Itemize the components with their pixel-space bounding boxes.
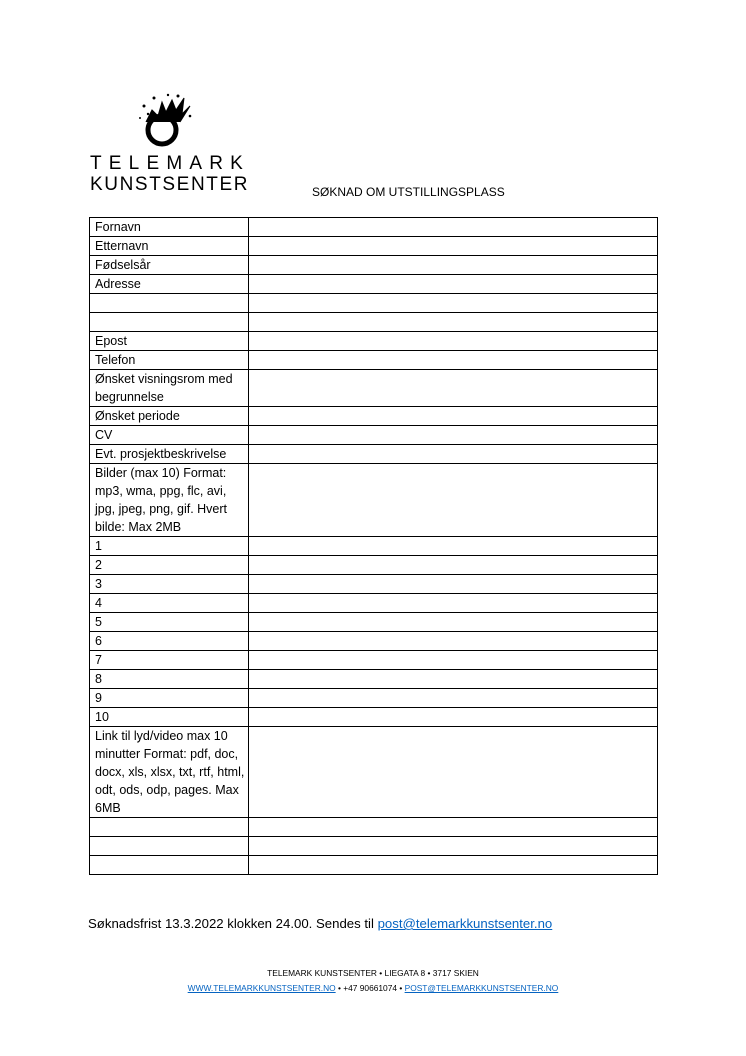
footer-address: TELEMARK KUNSTSENTER • LIEGATA 8 • 3717 SKIEN	[267, 968, 479, 978]
document-title: SØKNAD OM UTSTILLINGSPLASS	[312, 185, 505, 199]
field-input[interactable]	[249, 727, 658, 818]
field-input[interactable]	[249, 537, 658, 556]
field-label: 2	[90, 556, 249, 575]
field-input[interactable]	[249, 818, 658, 837]
field-label: 3	[90, 575, 249, 594]
field-label: 10	[90, 708, 249, 727]
footer-contact	[0, 983, 746, 993]
field-input[interactable]	[249, 313, 658, 332]
field-input[interactable]	[249, 218, 658, 237]
form-row	[90, 426, 658, 445]
form-row	[90, 594, 658, 613]
form-row	[90, 445, 658, 464]
form-row	[90, 651, 658, 670]
field-input[interactable]	[249, 370, 658, 407]
form-row	[90, 818, 658, 837]
form-row	[90, 370, 658, 407]
field-label	[90, 294, 249, 313]
form-row	[90, 856, 658, 875]
field-label	[90, 313, 249, 332]
application-form-table	[89, 217, 658, 875]
field-label: 6	[90, 632, 249, 651]
field-label: Bilder (max 10) Format: mp3, wma, ppg, flc, avi, jpg, jpeg, png, gif. Hvert bilde: Max 2MB	[90, 464, 249, 537]
footer-email-link[interactable]: POST@TELEMARKKUNSTSENTER.NO	[404, 983, 559, 993]
form-row	[90, 670, 658, 689]
footer-phone: • +47 90661074 •	[335, 983, 405, 993]
form-row	[90, 632, 658, 651]
field-input[interactable]	[249, 275, 658, 294]
field-input[interactable]	[249, 856, 658, 875]
form-row	[90, 237, 658, 256]
field-label: 5	[90, 613, 249, 632]
field-input[interactable]	[249, 332, 658, 351]
field-label: CV	[90, 426, 249, 445]
form-row	[90, 537, 658, 556]
field-input[interactable]	[249, 594, 658, 613]
field-label: Fornavn	[90, 218, 249, 237]
field-label: Evt. prosjektbeskrivelse	[90, 445, 249, 464]
field-input[interactable]	[249, 613, 658, 632]
form-row	[90, 332, 658, 351]
form-row	[90, 294, 658, 313]
field-label: Epost	[90, 332, 249, 351]
field-label: Ønsket visningsrom med begrunnelse	[90, 370, 249, 407]
footer-website-link[interactable]: WWW.TELEMARKKUNSTSENTER.NO	[187, 983, 336, 993]
deadline-text	[88, 916, 552, 931]
field-input[interactable]	[249, 294, 658, 313]
form-row	[90, 218, 658, 237]
field-input[interactable]	[249, 632, 658, 651]
form-row	[90, 613, 658, 632]
logo-ring-icon	[132, 92, 196, 150]
field-label: Adresse	[90, 275, 249, 294]
form-row	[90, 313, 658, 332]
field-label: Etternavn	[90, 237, 249, 256]
field-input[interactable]	[249, 237, 658, 256]
logo-text-line2: KUNSTSENTER	[90, 174, 250, 195]
logo	[90, 92, 260, 198]
field-input[interactable]	[249, 670, 658, 689]
field-label: Fødselsår	[90, 256, 249, 275]
field-input[interactable]	[249, 689, 658, 708]
field-label: Link til lyd/video max 10 minutter Format: pdf, doc, docx, xls, xlsx, txt, rtf, html, odt, ods, odp, pages. Max 6MB	[90, 727, 249, 818]
form-row	[90, 275, 658, 294]
field-input[interactable]	[249, 575, 658, 594]
field-input[interactable]	[249, 556, 658, 575]
field-label: 1	[90, 537, 249, 556]
field-label	[90, 856, 249, 875]
form-row	[90, 689, 658, 708]
logo-text-line1: TELEMARK	[90, 153, 251, 174]
field-label: 9	[90, 689, 249, 708]
field-input[interactable]	[249, 708, 658, 727]
form-row	[90, 575, 658, 594]
field-input[interactable]	[249, 837, 658, 856]
deadline-email-link[interactable]: post@telemarkkunstsenter.no	[377, 916, 553, 931]
field-input[interactable]	[249, 445, 658, 464]
form-row	[90, 708, 658, 727]
field-input[interactable]	[249, 407, 658, 426]
form-row	[90, 256, 658, 275]
field-label: Ønsket periode	[90, 407, 249, 426]
field-label	[90, 837, 249, 856]
field-label	[90, 818, 249, 837]
field-input[interactable]	[249, 351, 658, 370]
form-row	[90, 727, 658, 818]
form-row	[90, 351, 658, 370]
field-label: 4	[90, 594, 249, 613]
form-row	[90, 407, 658, 426]
deadline-label: Søknadsfrist 13.3.2022 klokken 24.00. Sendes til	[88, 916, 378, 931]
form-row	[90, 556, 658, 575]
field-input[interactable]	[249, 651, 658, 670]
field-label: Telefon	[90, 351, 249, 370]
form-row	[90, 837, 658, 856]
field-input[interactable]	[249, 464, 658, 537]
field-label: 8	[90, 670, 249, 689]
field-label: 7	[90, 651, 249, 670]
field-input[interactable]	[249, 426, 658, 445]
field-input[interactable]	[249, 256, 658, 275]
form-row	[90, 464, 658, 537]
